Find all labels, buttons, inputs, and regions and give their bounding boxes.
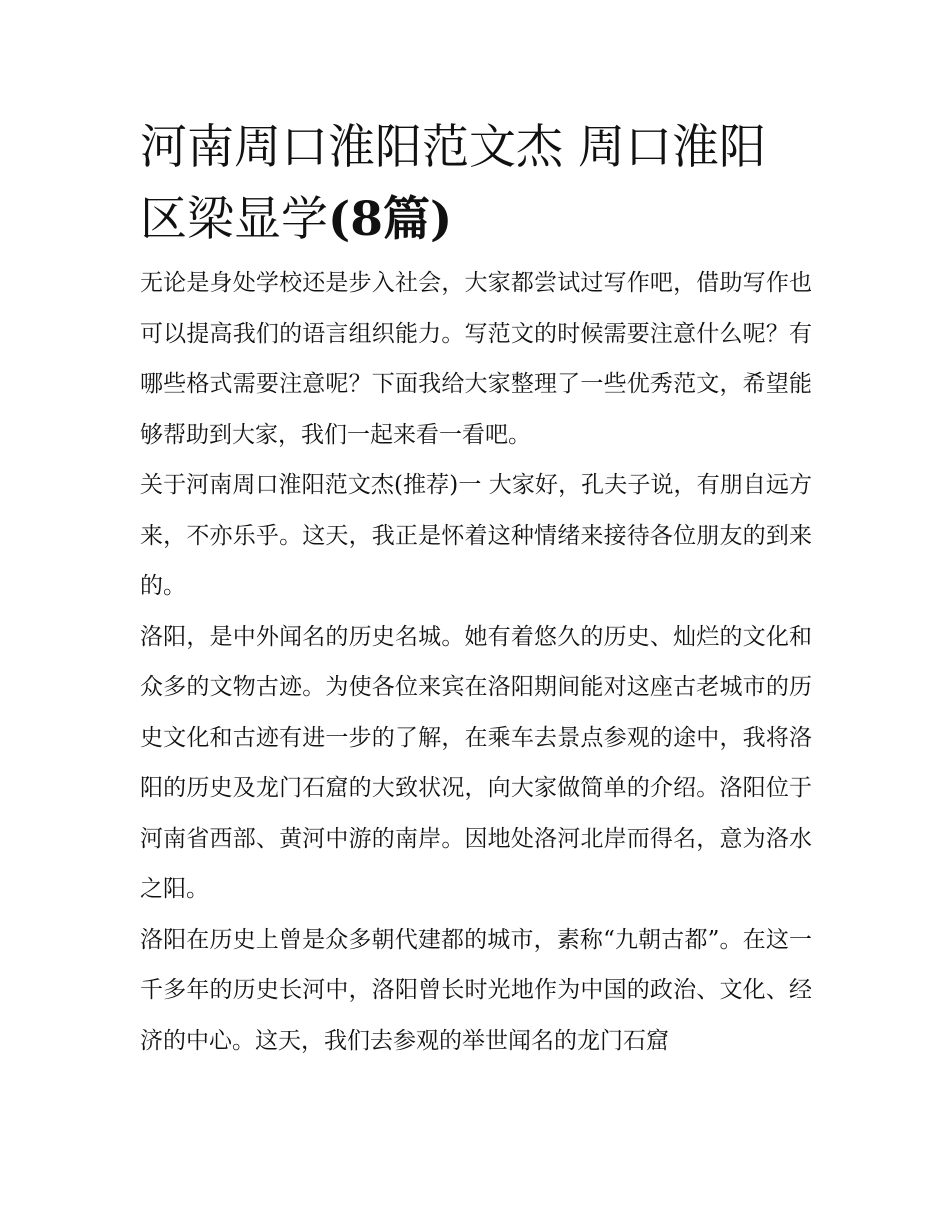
paragraph-luoyang-history: 洛阳在历史上曾是众多朝代建都的城市，素称“九朝古都”。在这一千多年的历史长河中，洛阳曾长时光地作为中国的政治、文化、经济的中心。这天，我们去参观的举世闻名的龙门石窟 (140, 926, 812, 1054)
title-text: 河南周口淮阳范文杰 周口淮阳区梁显学 (140, 120, 766, 247)
paragraph-intro: 无论是身处学校还是步入社会，大家都尝试过写作吧，借助写作也可以提高我们的语言组织能力。写范文的时候需要注意什么呢？有哪些格式需要注意呢？下面我给大家整理了一些优秀范文，希望能够帮助到大家，我们一起来看一看吧。 (140, 270, 812, 448)
paragraph-greeting: 关于河南周口淮阳范文杰(推荐)一 大家好，孔夫子说，有朋自远方来，不亦乐乎。这天，我正是怀着这种情绪来接待各位朋友的到来的。 (140, 472, 812, 599)
title-count: (8篇) (328, 192, 453, 247)
document-page (140, 112, 812, 1066)
paragraph-luoyang-intro: 洛阳，是中外闻名的历史名城。她有着悠久的历史、灿烂的文化和众多的文物古迹。为使各位来宾在洛阳期间能对这座古老城市的历史文化和古迹有进一步的了解，在乘车去景点参观的途中，我将洛阳的历史及龙门石窟的大致状况，向大家做简单的介绍。洛阳位于河南省西部、黄河中游的南岸。因地处洛河北岸而得名，意为洛水之阳。 (140, 623, 812, 902)
document-title (140, 112, 812, 256)
